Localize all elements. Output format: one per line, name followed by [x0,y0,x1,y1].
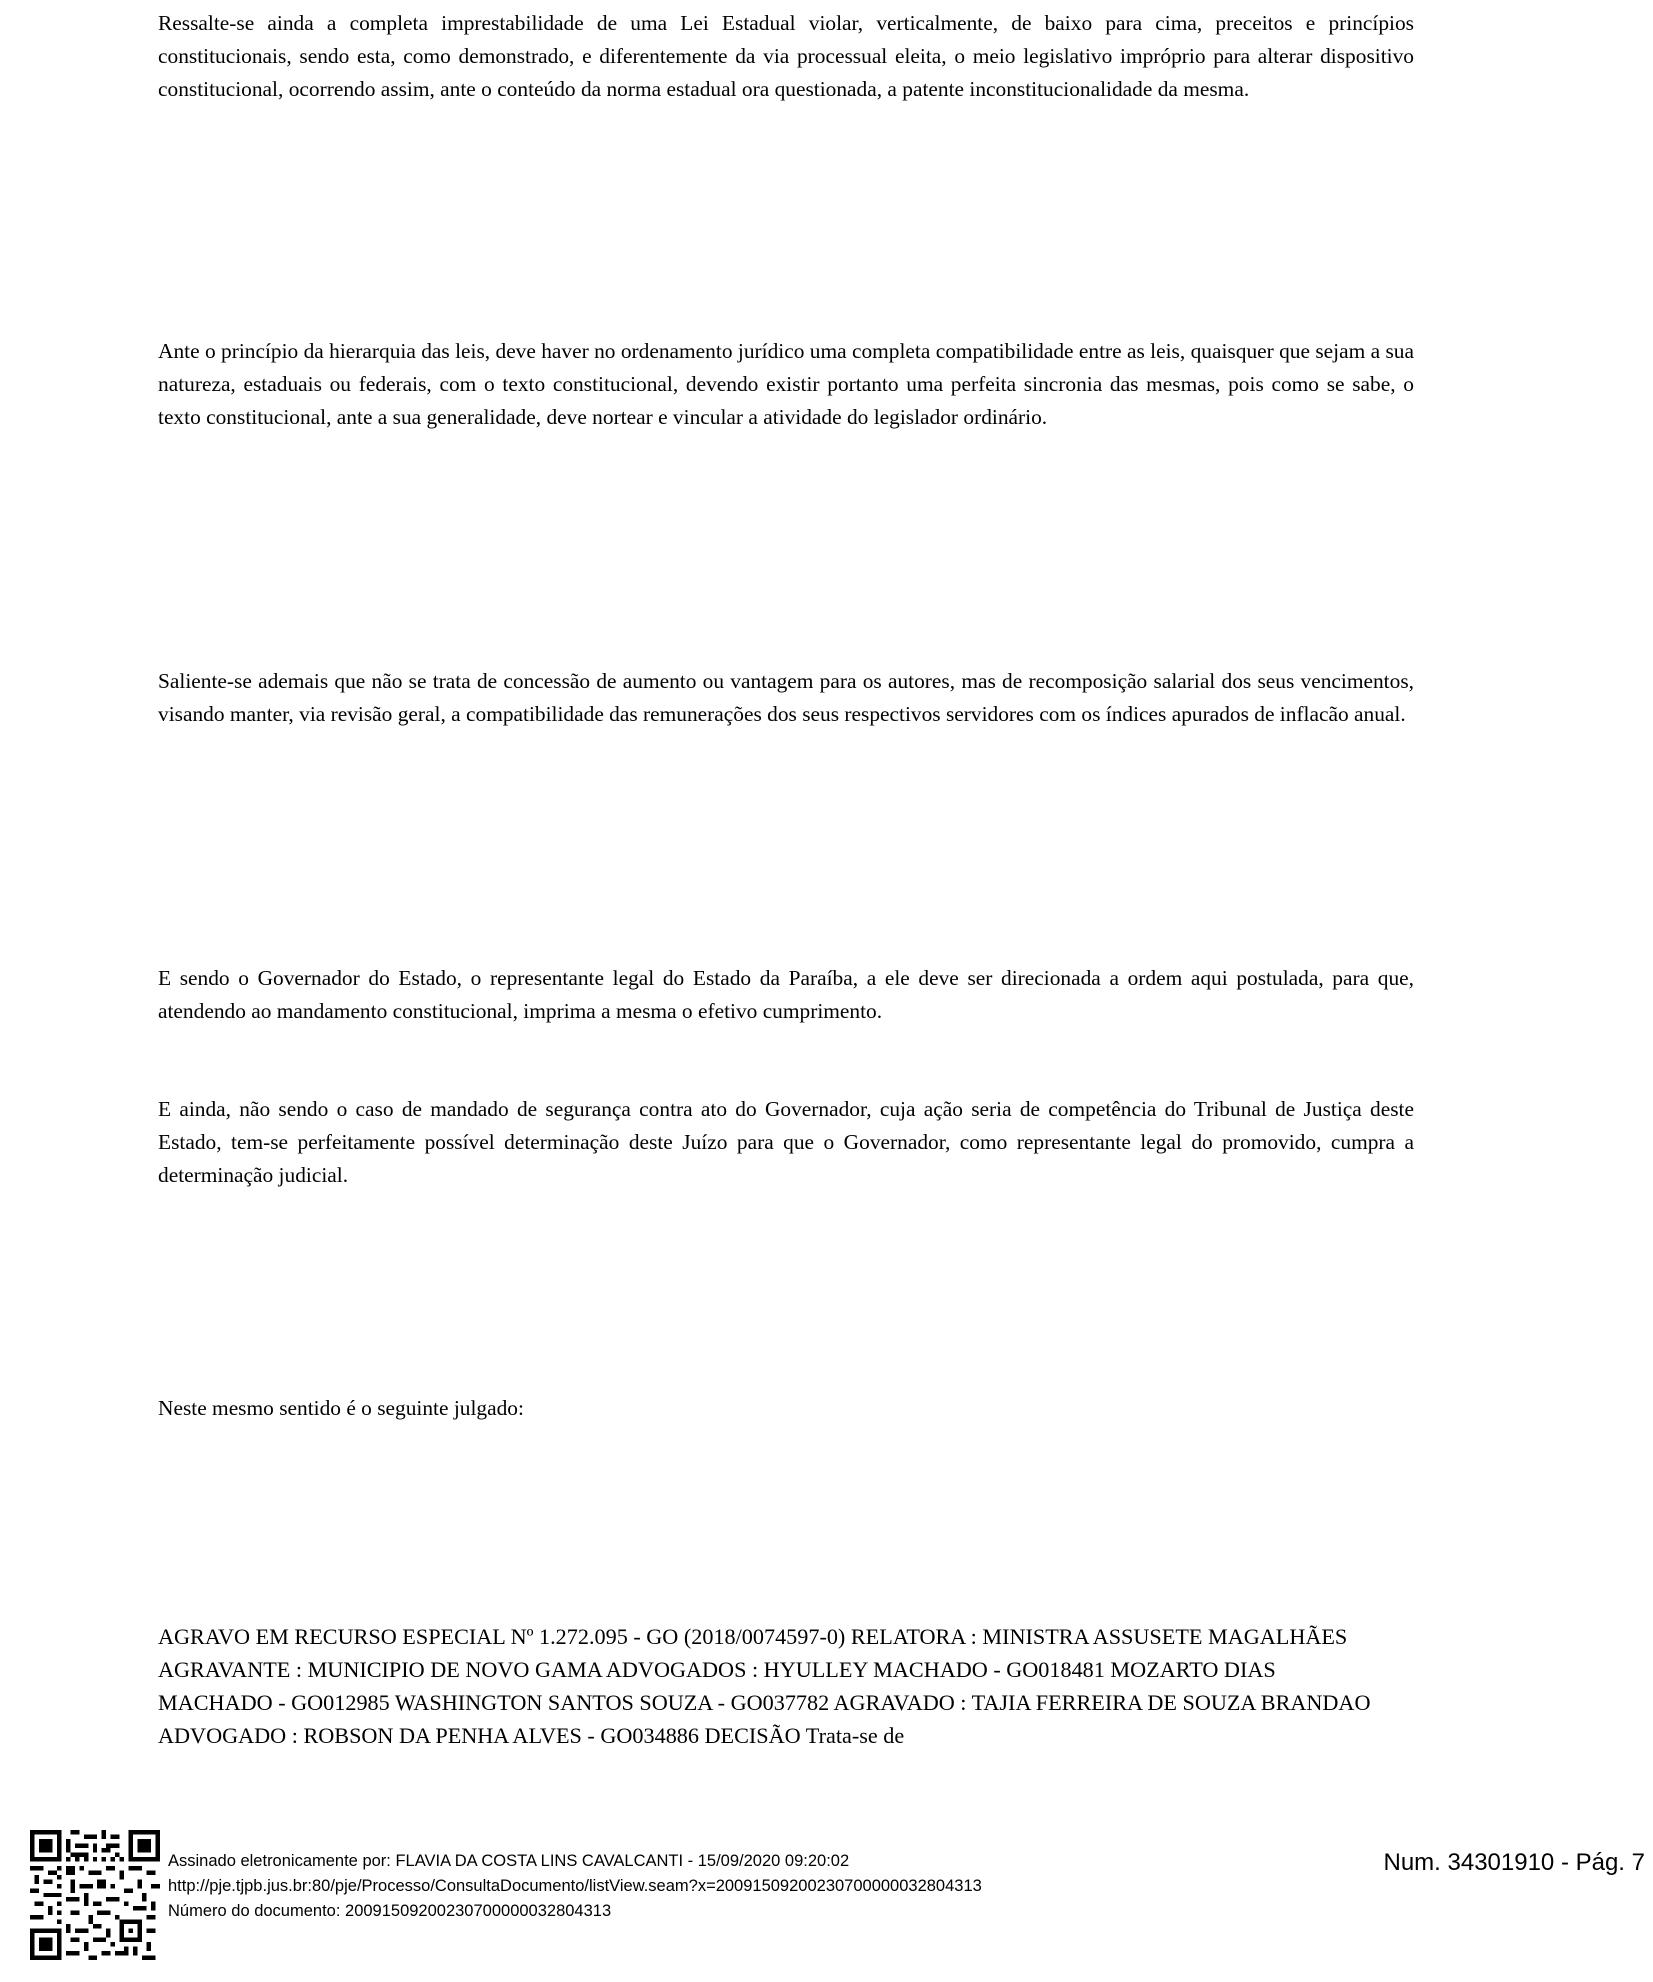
paragraph-mandado-seguranca: E ainda, não sendo o caso de mandado de segurança contra ato do Governador, cuja ação seria de competência do Tribunal de Justiça deste Estado, tem-se perfeitamente possível determinação deste Juízo para que o Governador, como representante legal do promovido, cumpra a determinação judicial. [158,1097,1414,1187]
signature-footer [168,1849,982,1924]
paragraph-agravo-citation: AGRAVO EM RECURSO ESPECIAL Nº 1.272.095 - GO (2018/0074597-0) RELATORA : MINISTRA ASSUSETE MAGALHÃES AGRAVANTE : MUNICIPIO DE NOVO GAMA ADVOGADOS : HYULLEY MACHADO - GO018481 MOZARTO DIAS MACHADO - GO012985 WASHINGTON SANTOS SOUZA - GO037782 AGRAVADO : TAJIA FERREIRA DE SOUZA BRANDAO ADVOGADO : ROBSON DA PENHA ALVES - GO034886 DECISÃO Trata-se de [158,1624,1371,1748]
paragraph-inconstitucionalidade: Ressalte-se ainda a completa imprestabilidade de uma Lei Estadual violar, verticalmente, de baixo para cima, preceitos e princípios constitucionais, sendo esta, como demonstrado, e diferentemente da via processual eleita, o meio legislativo impróprio para alterar dispositivo constitucional, ocorrendo assim, ante o conteúdo da norma estadual ora questionada, a patente inconstitucionalidade da mesma. [158,11,1414,101]
paragraph-recomposicao-salarial: Saliente-se ademais que não se trata de concessão de aumento ou vantagem para os autores, mas de recomposição salarial dos seus vencimentos, visando manter, via revisão geral, a compatibilidade das remunerações dos seus respectivos servidores com os índices apurados de inflacão anual. [158,669,1414,726]
qr-code-icon [30,1830,160,1960]
paragraph-hierarquia-das-leis: Ante o princípio da hierarquia das leis, deve haver no ordenamento jurídico uma completa compatibilidade entre as leis, quaisquer que sejam a sua natureza, estaduais ou federais, com o texto constitucional, devendo existir portanto uma perfeita sincronia das mesmas, pois como se sabe, o texto constitucional, ante a sua generalidade, deve nortear e vincular a atividade do legislador ordinário. [158,339,1414,429]
paragraph-julgado-intro: Neste mesmo sentido é o seguinte julgado: [158,1396,524,1420]
signed-by-line: Assinado eletronicamente por: FLAVIA DA COSTA LINS CAVALCANTI - 15/09/2020 09:20:02 [168,1852,850,1870]
page-number-label: Num. 34301910 - Pág. 7 [1383,1849,1645,1876]
document-number-line: Número do documento: 20091509200230700000032804313 [168,1902,612,1920]
paragraph-governador: E sendo o Governador do Estado, o representante legal do Estado da Paraíba, a ele deve ser direcionada a ordem aqui postulada, para que, atendendo ao mandamento constitucional, imprima a mesma o efetivo cumprimento. [158,966,1414,1023]
document-url-link[interactable]: http://pje.tjpb.jus.br:80/pje/Processo/ConsultaDocumento/listView.seam?x=20091509200230700000032804313 [168,1877,982,1895]
